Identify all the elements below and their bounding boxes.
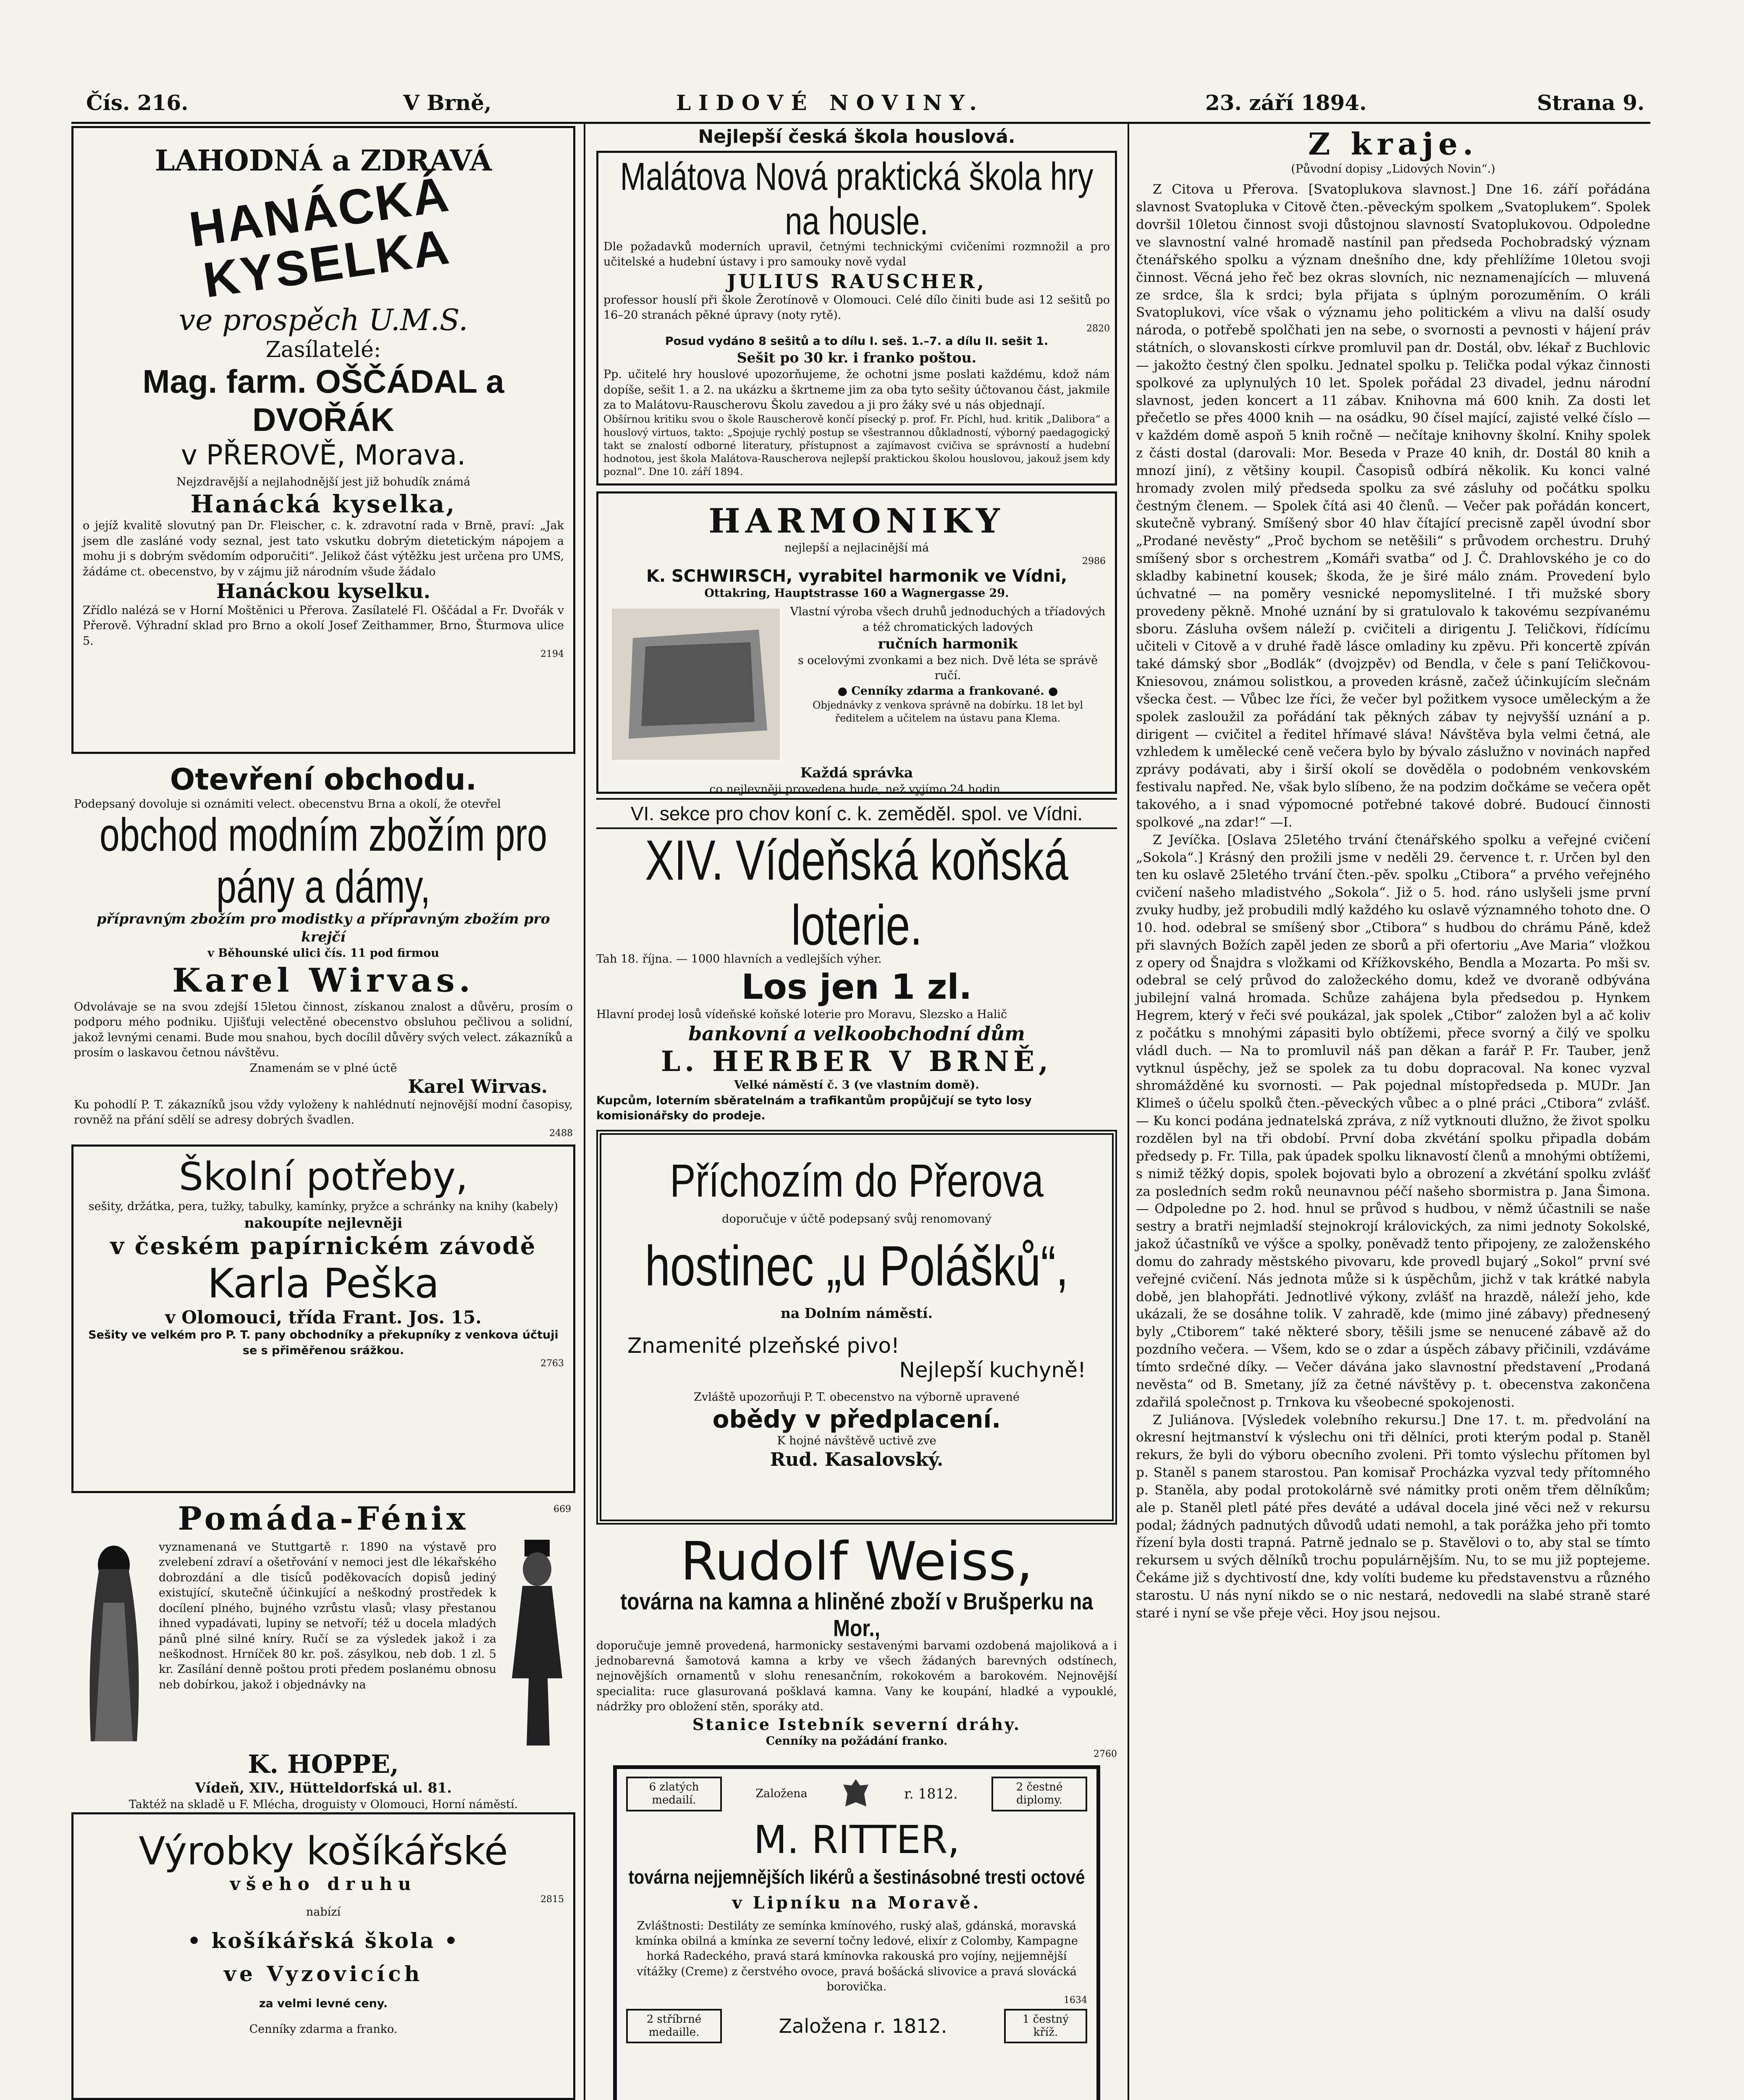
ad-text: Znamenám se v plné úctě xyxy=(249,1061,397,1075)
ad-code: 2760 xyxy=(1094,1749,1117,1760)
ad-text: Zvláštnosti: Destiláty ze semínka kmínového, ruský alaš, gdánská, moravská kmínka obilná a kmínka ze severní točny ledové, elixír z Colomby, Kampagne horká Radeckého, pravá stará kmínovka rakouská pro vojíny, nejjemnější vítážky (Creme) z čerstvého ovoce, pravá bošácká slivovice a pravá slovácká borovička. xyxy=(635,1919,1078,1994)
ad-place: ve Vyzovicích xyxy=(223,1961,423,1987)
ad-text: továrna nejjemnějších likérů a šestinásobné tresti octové xyxy=(628,1866,1085,1888)
ad-text: obědy v předplacení. xyxy=(712,1405,1001,1434)
firm-name: Rudolf Weiss, xyxy=(680,1530,1033,1592)
ad-text: s ocelovými zvonkami a bez nich. Dvě léta se správě ručí. xyxy=(797,654,1098,682)
ad-text: všeho druhu xyxy=(230,1873,417,1894)
medal-box: 2 stříbrné medaille. xyxy=(626,2009,722,2043)
firm-name: Mag. farm. OŠČÁDAL a DVOŘÁK xyxy=(142,362,504,438)
ad-headline: obchod modním zbožím pro pány a dámy, xyxy=(100,808,547,913)
ad-text: Posud vydáno 8 sešitů a to dílu I. seš. 1.–7. a dílu II. sešit 1. xyxy=(665,334,1049,348)
ad-m-ritter xyxy=(613,1765,1100,2100)
ad-text: Hlavní prodej losů vídeňské koňské loterie pro Moravu, Slezsko a Halič xyxy=(596,1008,1007,1021)
price-line: Los jen 1 zl. xyxy=(741,967,972,1007)
ad-text: Vlastní výroba všech druhů jednoduchých a tříadových a též chromatických ladových xyxy=(790,605,1106,634)
header-rule xyxy=(71,122,1650,124)
ad-text: professor houslí při škole Žerotínově v Olomouci. Celé dílo činiti bude asi 12 sešitů po 16–20 stranách pěkné úpravy (noty rytě). xyxy=(603,293,1110,322)
ad-text: Nejzdravější a nejlahodnější jest již bohudík známá xyxy=(176,475,471,488)
article-title: Z kraje. xyxy=(1308,126,1479,162)
article-subtitle: (Původní dopisy „Lidových Novin“.) xyxy=(1291,163,1495,176)
ad-text: Taktéž na skladě u F. Mlécha, droguisty v Olomouci, Horní náměstí. xyxy=(129,1798,518,1811)
product-name: Hanácká kyselka, xyxy=(190,490,456,519)
column-middle xyxy=(592,126,1121,2100)
ad-code: 2488 xyxy=(549,1128,573,1139)
column-right xyxy=(1136,126,1650,1622)
ad-pomada-fenix xyxy=(71,1499,575,1811)
woman-long-hair-illustration xyxy=(74,1540,154,1750)
ad-line: LAHODNÁ a ZDRAVÁ xyxy=(155,144,492,178)
merchant-name: Karla Peška xyxy=(207,1260,439,1307)
imperial-eagle-emblem xyxy=(841,1777,871,1811)
ad-text: Každá správka xyxy=(800,764,913,781)
ad-line: Zasílatelé: xyxy=(265,337,381,362)
ad-code: 1634 xyxy=(1064,1995,1087,2006)
issue-city: V Brně, xyxy=(403,90,492,115)
ad-text: Zvláště upozorňuji P. T. obecenstvo na výborně upravené xyxy=(694,1390,1020,1404)
accordion-illustration xyxy=(608,604,784,764)
ad-text: Dle požadavků moderních upravil, četnými technickými cvičeními rozmnožil a pro učitelské a hudební ústavy i pro samouky nově vydal xyxy=(603,240,1110,269)
ad-code: 2194 xyxy=(540,649,564,660)
article-z-kraje xyxy=(1136,126,1650,1622)
column-left xyxy=(71,126,575,2100)
ad-code: 2763 xyxy=(540,1358,564,1369)
ad-rudolf-weiss xyxy=(596,1530,1117,1760)
ad-hanacka-kyselka xyxy=(71,126,575,754)
ad-text: Tah 18. října. — 1000 hlavních a vedlejších výher. xyxy=(596,953,882,966)
ad-text: Sešity ve velkém pro P. T. pany obchodníky a překupníky z venkova účtuji se s přiměřenou srážkou. xyxy=(88,1328,559,1357)
cross-box: 1 čestný kříž. xyxy=(1004,2009,1087,2043)
signature: Rud. Kasalovský. xyxy=(770,1449,944,1470)
school-name: • košíkářská škola • xyxy=(187,1928,459,1953)
ad-address: v Olomouci, třída Frant. Jos. 15. xyxy=(165,1307,482,1328)
ad-place: na Dolním náměstí. xyxy=(780,1305,933,1321)
ad-text: Ku pohodlí P. T. zákazníků jsou vždy vyloženy k nahlédnutí nejnovější modní časopisy, rovněž na přání sdělí se adresy dobrých švadlen. xyxy=(74,1098,573,1127)
ad-konska-loterie xyxy=(596,798,1117,1124)
ad-address: Velké náměstí č. 3 (ve vlastním domě). xyxy=(734,1079,979,1092)
ad-text: Znamenité plzeňské pivo! xyxy=(627,1333,900,1358)
ad-text: továrna na kamna a hliněné zboží v Brušperku na Mor., xyxy=(620,1589,1093,1641)
merchant-name: Karel Wirvas. xyxy=(172,961,475,1000)
ad-text: o jejíž kvalitě slovutný pan Dr. Fleischer, c. k. zdravotní rada v Brně, praví: „Jak jsem dle zasláné vody seznal, jest tato vskutku dobrým dietetickým nápojem a mohu ji s dobrým svědomím odporučiti“. Jelikož část výtěžku jest určena pro UMS, žádáme ct. obecenstvo, by v zájmu již národním všude žádalo xyxy=(83,519,564,578)
ad-text: Založena xyxy=(755,1787,808,1801)
ad-code: 2820 xyxy=(1086,323,1110,334)
ad-prichozim-do-prerova xyxy=(596,1130,1117,1525)
ad-text: vyznamenaná ve Stuttgartě r. 1890 na výstavě pro zvelebení zdraví a ošetřování v nemoci jest dle lékařského dobrozdání a dle tisíců poděkovacích dopisů jediný existující, skutečně účinkující a neškodný prostředek k docílení plného, bujného vzrůstu vlasů; vlasy přestanou ihned vypadávati, lupiny se netvoří; též u docela mladých pánů plné silné kníry. Ručí se za výsledek jakož i za neškodnost. Hrníček 80 kr. poš. zásylkou, neb dob. 1 zl. 5 kr. Zasílání denně poštou proti předem poslanému obnosu neb dobírkou, jakož i objednávky na xyxy=(159,1540,496,1691)
ad-text: co nejlevněji provedena bude, než vyjímo 24 hodin. xyxy=(709,783,1004,796)
ad-title: Školní potřeby, xyxy=(178,1154,468,1199)
firm-name: L. HERBER V BRNĚ, xyxy=(661,1045,1053,1078)
ad-code: 2815 xyxy=(540,1894,564,1905)
column-divider xyxy=(584,124,585,2100)
ad-text: nakoupíte nejlevněji xyxy=(244,1215,403,1231)
price-line: Sešit po 30 kr. i franko poštou. xyxy=(737,349,977,366)
ad-code: 2986 xyxy=(1082,556,1106,567)
brand-name: HANÁCKÁ KYSELKA xyxy=(186,166,454,308)
ad-oteveni-obchodu xyxy=(71,762,575,1139)
ad-headline: Malátova Nová praktická škola hry na housle. xyxy=(620,155,1094,243)
page-number: Strana 9. xyxy=(1537,90,1645,115)
ad-text: přípravným zbožím pro modistky a přípravným zbožím pro krejčí xyxy=(97,910,550,945)
signature: Karel Wirvas. xyxy=(408,1076,548,1098)
ad-text: Nejlepší kuchyně! xyxy=(899,1357,1086,1382)
ad-text: doporučuje jemně provedená, harmonicky sestavenými barvami ozdobená majoliková a i jednobarevná šamotová kamna a krby ve všech žádaných barevných odstínech, nejnovějších ornamentů v slohu renesančním, rokokovém a barokovém. Nejnovější specialita: ruce glasurovaná pošklavá kamna. Vany ke koupání, hladké a vypouklé, nádržky pro obložení stěn, sporáky atd. xyxy=(596,1639,1117,1714)
ad-place: v Lipníku na Moravě. xyxy=(732,1893,981,1913)
ad-text: r. 1812. xyxy=(904,1785,958,1802)
ad-text: nejlepší a nejlacinější má xyxy=(784,541,929,555)
ad-title: Pomáda-Fénix xyxy=(178,1499,469,1537)
ad-text: Zřídlo nalézá se v Horní Moštěnici u Přerova. Zasílatelé Fl. Oščádal a Fr. Dvořák v Přerově. Výhradní sklad pro Brno a okolí Josef Zeithammer, Brno, Šturmova ulice 5. xyxy=(83,604,564,648)
bearded-man-illustration xyxy=(501,1540,573,1750)
ad-vyrobky-kosikarske xyxy=(71,1812,575,2100)
ad-text: Obšírnou kritiku svou o škole Rauscherově končí písecký p. prof. Fr. Píchl, hud. kritik „Dalibora“ a houslový virtuos, takto: „Spojuje rychlý postup se všestrannou důkladností, výborný paedagogický takt se znalostí odborné literatury, přístupnost a zajímavost cvičiva se správností a hudební hodnotou, jest škola Malátova-Rauscherova nejlepší praktickou školou houslovou, jakouž jsem kdy poznal“. Dne 10. září 1894. xyxy=(603,413,1110,478)
inn-name: hostinec „u Polášků“, xyxy=(645,1234,1069,1298)
ad-title: Příchozím do Přerova xyxy=(670,1155,1044,1207)
firm-name: K. SCHWIRSCH, vyrabitel harmonik ve Vídni, xyxy=(646,566,1067,586)
product-name: ručních harmonik xyxy=(878,635,1018,652)
firm-name: M. RITTER, xyxy=(753,1817,960,1862)
ad-skola-houslova xyxy=(592,126,1121,486)
ad-text: Cenníky na požádání franko. xyxy=(766,1734,948,1748)
ad-text: v českém papírnickém závodě xyxy=(110,1232,537,1260)
ad-title: Výrobky košíkářské xyxy=(139,1828,508,1874)
ad-place: v PŘEROVĚ, Morava. xyxy=(181,438,466,471)
ad-title: Otevření obchodu. xyxy=(170,762,477,797)
ad-address: Vídeň, XIV., Hütteldorfská ul. 81. xyxy=(195,1779,452,1796)
issue-number: Čís. 216. xyxy=(86,90,189,115)
ad-address: v Běhounské ulici čís. 11 pod firmou xyxy=(207,947,439,960)
ad-text: bankovní a velkoobchodní dům xyxy=(688,1022,1025,1045)
ad-text: Cenníky zdarma a franko. xyxy=(249,2022,398,2036)
ad-header: VI. sekce pro chov koní c. k. zeměděl. spol. ve Vídni. xyxy=(596,798,1117,829)
ad-title: Nejlepší česká škola houslová. xyxy=(698,126,1015,147)
ad-title: HARMONIKY xyxy=(708,501,1005,541)
article-paragraph: Z Citova u Přerova. [Svatoplukova slavnost.] Dne 16. září pořádána slavnost Svatopluka v Citově čten.-pěveckým spolkem „Svatoplukem“. Spolek dovršil 10letou činnost svoji důstojnou slavností Svatoplukovou. Odpoledne ve slavnostní valné hromadě nastínil pan předseda Pochobradský význam čtenářského spolku a význam dnešního dne, kdy přehlížíme 10letou svoji činnost. Věcná jeho řeč bez okras slovních, nic neznamenajících — mluvená ze srdce, šla k srdci; byla přijata s úplným porozuměním. O králi Svatoplukovi, více však o významu jeho politickém a vlivu na další osudy národa, o potřebě spolčhati jen na sebe, o svornosti a pevnosti v hájení práv státních, o slovanskosti církve promluvil pan dr. Dostál, obv. lékař z Buchlovic — jakožto čestný člen spolku. Jednatel spolku p. Telička podal výkaz činnosti spolkové za uplynulých 10 let. Spolek pořádal 23 divadel, jednu národní slavnost, jeden koncert a 11 zábav. Knihovna má 600 knih. Za dosti let přečetlo se přes 4000 knih — na osádku, 90 čísel mající, zajisté velké číslo — v každém domě aspoň 5 knih ročně — nečítaje knihovny školní. Knihy spolek z části dostal (darovali: Mor. Beseda v Praze 40 knih, dr. Dostál 80 knih a mnozí jiní), z většiny koupil. Časopisů odbírá několik. Ku konci valné hromady zvolen milý předseda spolku za své zásluhy od počátku spolku čestným členem. — Spolek čítá asi 40 členů. — Večer pak pořádán koncert, skutečně vybraný. Smíšený sbor 40 hlav čítající precisně zapěl úvodní sbor „Prodané nevěsty“ „Proč bychom se netěšili“ s průvodem orchestru. Druhý smíšený sbor s orchestrem „Komáři svatba“ od J. Č. Drahlovského je co do skladby kabinetní kousek; škoda, že je širé málo znám. Provedení bylo úchvatné — na poměry vesnické nepomyslitelné. I tři mužské sbory provedeny pěkně. Mnohé uznání by si gratulovalo k takovému sezpívanému sboru. Zásluha ovšem náleží p. cvičiteli a dirigentu J. Teličkovi, řídícímu učiteli v Citově a v druhé řadě lásce omladiny ku zpěvu. Při koncertě zpíván také dámský sbor „Bodlák“ (dvojzpěv) od Bendla, v čele s paní Teličkovou-Kniesovou, známou solistkou, a proveden krásně, začež účinkujícím slečnám všecka čest. — Vůbec lze říci, že večer byl požitkem vysoce uměleckým a že spolek zasloužil za pořádání tak pěkných zábav ty nejvyšší uznání a p. dirigent — cvičitel a ředitel hřímavé sláva! Návštěva byla velmi četná, ale vzhledem k umělecké ceně večera bylo by bývalo záslužno v novinách napřed zprávy podávati, aby i širší okolí se dověděla o podobném venkovském festivalu napřed. Ne, však bylo slíbeno, že na podzim dočkáme se večera opět takového, a i snad výpomocné potřebné takové dobré. Budoucí činnosti spolkové „na zdar!“ —I. xyxy=(1136,182,1650,830)
ad-address: Ottakring, Hauptstrasse 160 a Wagnergasse 29. xyxy=(704,586,1009,600)
author-name: JULIUS RAUSCHER, xyxy=(727,270,986,293)
ad-text: nabízí xyxy=(306,1905,341,1919)
ad-text: Odvolávaje se na svou zdejší 15letou činnost, získanou znalost a důvěru, prosím o podporu mého podniku. Ujišťuji velectěné obecenstvo obsluhou pečlivou a solidní, jakož levnými cenami. Bude mou snahou, bych docílil důvěry svých velect. zákazníků a prosím o laskavou četnou návštěvu. xyxy=(74,1000,573,1060)
issue-date: 23. září 1894. xyxy=(1205,90,1367,115)
ad-line: ve prospěch U.M.S. xyxy=(178,302,468,337)
product-name: Hanáckou kyselku. xyxy=(216,579,431,603)
ad-text: Kupcům, loterním sběratelnám a trafikantům propůjčují se tyto losy komisionářsky do prodeje. xyxy=(596,1094,1032,1123)
ad-harmoniky xyxy=(596,491,1117,794)
medal-box: 6 zlatých medailí. xyxy=(626,1777,722,1811)
article-paragraph: Z Juliánova. [Výsledek volebního rekursu.] Dne 17. t. m. předvolání na okresní hejtmanství k výslechu oni tři dělníci, proti kterým podal p. Staněl rekurs, že byli do výboru obecního zvoleni. Při tomto výslechu přítomen byl p. Staněl s panem starostou. Pan komisař Procházka vyzval tedy přítomného p. Staněla, aby podal protokolárně své námitky proti oněm třem dělníkům; ale p. Staněl pletl páté přes deváté a udával docela jiné věci než v rekursu podal; žádných padnutých důvodů udati nemohl, a tak porážka jeho při tomto řízení byla dosti trapná. Patrně jednalo se p. Stavělovi o to, aby stal se tímto rekursem u svých dělníků trochu populárnějším. Nu, to se mu již poptejeme. Čekáme již s dychtivostí dne, kdy volíti budeme ku představenstvu a různého starostu. U nás nyní nikdo se o nic nestará, nedovedli na slabé straně staré staré i nyní se vše přeje věci. Hoy jsou nejsou. xyxy=(1136,1412,1650,1621)
ad-code: 669 xyxy=(553,1504,571,1515)
ad-skolni-potreby xyxy=(71,1144,575,1493)
ad-text: Založena r. 1812. xyxy=(779,2014,947,2037)
ad-headline: XIV. Vídeňská koňská loterie. xyxy=(645,829,1068,958)
ad-text: Pp. učitelé hry houslové upozorňujeme, že ochotni jsme poslati každému, kdož nám dopíše, sešit 1. a 2. na ukázku a škrtneme jim za oba tyto sešity účtovanou část, jakmile za to Malátovu-Rauscherovu Školu zavedou a ji pro žáky své u nás objednají. xyxy=(603,368,1110,412)
ad-text: Objednávky z venkova správně na dobírku. 18 let byl ředitelem a učitelem na ústavu pana Klema. xyxy=(812,699,1083,724)
ad-text: Stanice Istebník severní dráhy. xyxy=(692,1714,1021,1734)
article-paragraph: Z Jevíčka. [Oslava 25letého trvání čtenářského spolku a veřejné cvičení „Sokola“.] Krásný den prožili jsme v neděli 29. července t. r. Určen byl den ten ku oslavě 25letého trvání čten.-pěv. spolku „Ctibora“ a prvého veřejného cvičení našeho mladistvého „Sokola“. Již o 5. hod. ráno uslyšeli jsme první zvuky hudby, jež probudili mdlý každého ku oslavě významného tohoto dne. O 10. hod. odebral se smíšený sbor „Ctibora“ s hudbou do chrámu Páně, kdež při slavných Božích zapěl jeden ze sborů a při ofertoriu „Ave Maria“ vložkou z opery od Šnajdra s vložkami od Křížkovského, Bendla a Mozarta. Po mši sv. odebral se celý průvod do založeckého domu, kdež ve dvoraně odbývána jubilejní valná hromada. Schůze zahájena byla předsedou p. Hynkem Hegrem, který v řeči své poukázal, jak spolek „Ctibor“ založen byl a ač koliv z počátku s mnohými zápasiti bylo obtížemi, přece svorný a čilý ve spolku vládl duch. — Na to promluvil náš pan děkan a farář P. Fr. Tauber, jenž vytknul úspěchy, jež se spolek za tu dobu dopracoval. Na konec vyzval shromážděné ku svornosti. — Pak pojednal místopředseda p. MUDr. Jan Klimeš o účelu spolků čten.-pěveckých vůbec a o plné práci „Ctibora“ zvlášť. — Ku konci podána jednatelská zpráva, z níž vytknouti dlužno, že život spolku rozdělen byl na tři období. První doba zkvétání spolku připadla dobám předsedy p. Fr. Tilla, pak úpadek spolku liknavostí členů a mnohými obtížemi, s nimiž těžký dopis, spolek bojovati bylo a obrození a zkvétání spolku zvlášť za posledních sedm roků neunavnou péčí našeho sbormistra p. Jana Šimona. — Odpoledne po 2. hod. hnul se průvod s hudbou, v němž účastnili se naše sestry a bratři nejmladší stejnokrojí královických, za nimi jednoty Sokolské, jakož účastníků ve výšce a spolky, poněvadž tento připojeny, ze založenského domu do zahrady městského pivovaru, kde provedl bujarý „Sokol“ první své veřejné cvičení. Nás jednota může si k úspěchům, jichž v tak krátké nabyla době, jen blahopřáti. Jednotlivé výkony, zvlášť na hrazdě, náleží jeho, kde ukázali, že se dosáhne tolik. V zahradě, kde (mimo jiné zábavy) přednesený byly „Ctiborem“ také některé sbory, těšili jsme se nenucené zábavě až do pozdního večera. — Všem, kdo se o zdar a úspěch zábavy přičinili, vzdáváme tímto srdečné díky. — Večer dávána jako slavnostní představení „Prodaná nevěsta“ od B. Smetany, jíž za četné návštěvy p. t. obecenstva zakončena zdařilá společnost p. Trnkova ku všeobecné spokojenosti. xyxy=(1136,832,1650,1410)
column-divider xyxy=(1128,124,1129,2100)
ad-text: ● Cenníky zdarma a frankované. ● xyxy=(837,684,1058,698)
ad-text: sešity, držátka, pera, tužky, tabulky, kamínky, pryžce a schránky na knihy (kabely) xyxy=(88,1200,559,1213)
ad-text: za velmi levné ceny. xyxy=(259,1997,388,2011)
ad-text: Podepsaný dovoluje si oznámiti velect. obecenstvu Brna a okolí, že otevřel xyxy=(74,798,501,811)
firm-name: K. HOPPE, xyxy=(248,1749,399,1779)
ad-text: K hojné návštěvě uctivě zve xyxy=(777,1434,936,1448)
ad-text: doporučuje v účtě podepsaný svůj renomovaný xyxy=(722,1212,991,1226)
newspaper-title: LIDOVÉ NOVINY. xyxy=(676,90,984,115)
diploma-box: 2 čestné diplomy. xyxy=(991,1777,1087,1811)
article-body xyxy=(1136,181,1650,1622)
